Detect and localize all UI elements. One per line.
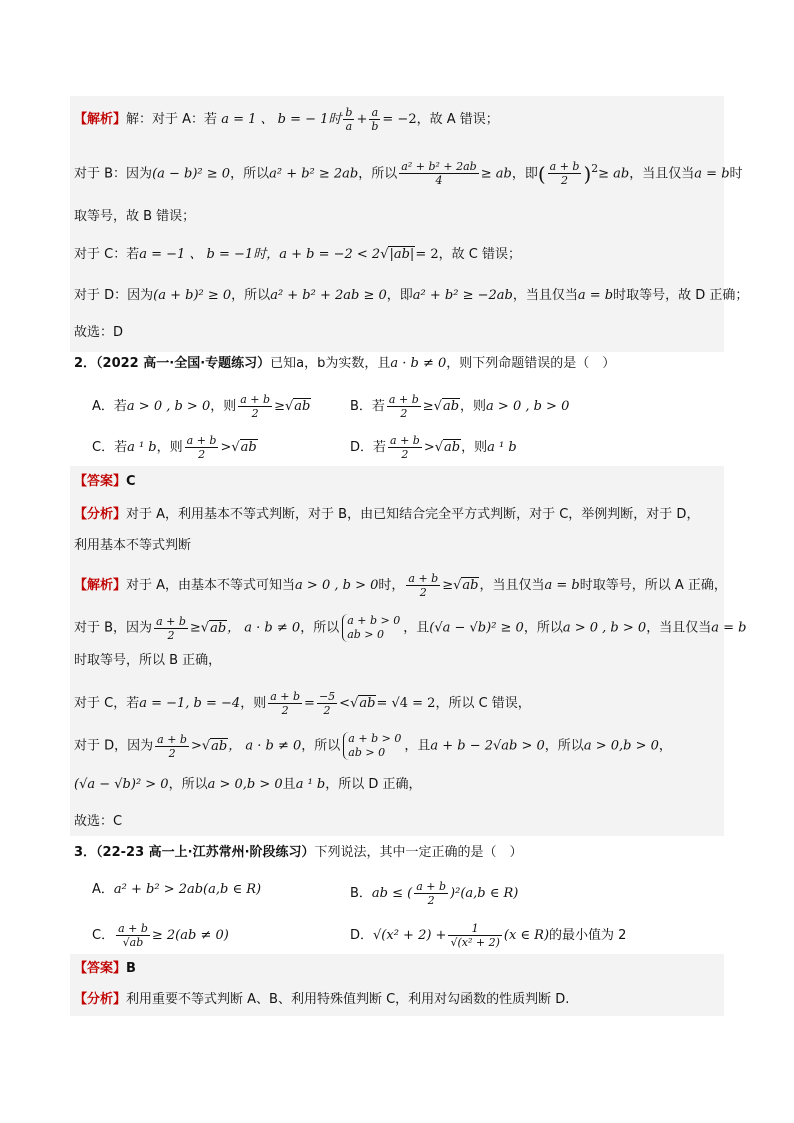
q3-option-d: D．√(x² + 2) + $\frac{1}{\text{√(x² + 2)}}$ (x ∈ R)的最小值为 2	[350, 922, 627, 949]
fraction: $\frac{-5}{2}$	[318, 690, 336, 717]
fraction: $\frac{a + b}{2}$	[240, 393, 271, 420]
fraction: $\frac{\text{a² + b² + 2ab}}{4}$	[401, 160, 477, 188]
sol1-line4: 对于 C：若a = −1 、 b = −1时，a + b = −2 < 2√|ab|= 2，故 C 错误；	[74, 247, 521, 262]
fraction: $\frac{a + b}{2}$	[157, 732, 187, 760]
fraction: $\frac{a + b}{2}$	[270, 690, 301, 717]
q2-option-a: A．若a > 0 , b > 0，则 $\frac{a + b}{2}$ ≥√ab	[92, 393, 311, 420]
q3-stem: 3．（22-23 高一上·江苏常州·阶段练习）下列说法，其中一定正确的是（ ）	[74, 845, 523, 860]
sol1-line2: 对于 B：因为(a − b)² ≥ 0，所以a² + b² ≥ 2ab，所以 $\frac{\text{a² + b² + 2ab}}{4}$ ≥ ab，即( $\frac{a + b}{2}$ )$^2$≥ ab，当且仅当a = b时	[74, 160, 743, 188]
fraction: $\frac{b}{a}$	[345, 106, 353, 133]
fraction: $\frac{a + b}{2}$	[390, 434, 420, 461]
q2-jiexi-line7: 故选：C	[74, 814, 123, 829]
q2-jiexi-line5: 对于 D，因为 $\frac{a + b}{2}$ >√ab， a · b ≠ 0，所以 a + b > 0 ab > 0 ，且a + b − 2√ab > 0，所以a > 0,b > 0，	[74, 732, 672, 760]
q2-jiexi-line6: (√a − √b)² > 0，所以a > 0,b > 0且a ¹ b，所以 D 正确，	[74, 777, 422, 792]
sol1-line6: 故选：D	[74, 325, 124, 340]
q2-option-c: C．若a ¹ b，则 $\frac{a + b}{2}$ >√ab	[92, 434, 257, 461]
jiexi-label: 【解析】	[74, 112, 127, 127]
q3-option-b: B．ab ≤ ( $\frac{a + b}{2}$ )²(a,b ∈ R)	[350, 880, 519, 907]
q3-fenxi: 【分析】利用重要不等式判断 A、B、利用特殊值判断 C，利用对勾函数的性质判断 D.	[74, 992, 570, 1007]
q3-option-a: A．a² + b² > 2ab(a,b ∈ R)	[92, 882, 262, 897]
brace-system: a + b > 0 ab > 0	[342, 614, 400, 642]
q2-jiexi-line3: 时取等号，所以 B 正确，	[74, 653, 222, 668]
fraction: $\frac{a + b}{2}$	[416, 880, 447, 907]
fraction: $\frac{a + b}{2}$	[408, 572, 439, 599]
fraction: $\frac{a}{b}$	[371, 106, 379, 133]
q2-fenxi-line2: 利用基本不等式判断	[74, 538, 192, 553]
q2-answer: 【答案】C	[74, 474, 136, 489]
sol1-line5: 对于 D：因为(a + b)² ≥ 0，所以a² + b² + 2ab ≥ 0，即a² + b² ≥ −2ab，当且仅当a = b时取等号，故 D 正确；	[74, 288, 749, 303]
q3-option-c: C． $\frac{a + b}{√ab}$ ≥ 2(ab ≠ 0)	[92, 922, 229, 949]
q2-option-d: D．若 $\frac{a + b}{2}$ >√ab，则a ¹ b	[350, 434, 517, 461]
q2-jiexi-line1: 【解析】对于 A，由基本不等式可知当a > 0 , b > 0时， $\frac{a + b}{2}$ ≥√ab，当且仅当a = b时取等号，所以 A 正确，	[74, 572, 727, 599]
q3-answer: 【答案】B	[74, 961, 136, 976]
fraction: $\frac{a + b}{√ab}$	[118, 922, 148, 949]
brace-system: a + b > 0 ab > 0	[343, 732, 401, 760]
fraction: $\frac{a + b}{2}$	[549, 160, 580, 188]
q2-fenxi-line1: 【分析】对于 A，利用基本不等式判断，对于 B，由已知结合完全平方式判断，对于 C，举例判断，对于 D，	[74, 507, 700, 522]
fraction: $\frac{a + b}{2}$	[186, 434, 217, 461]
sol1-line3: 取等号，故 B 错误；	[74, 209, 196, 224]
q2-jiexi-line4: 对于 C，若a = −1, b = −4，则 $\frac{a + b}{2}$ = $\frac{-5}{2}$ <√ab= √4 = 2，所以 C 错误，	[74, 690, 531, 717]
q2-stem: 2．（2022 高一·全国·专题练习）已知a，b为实数，且a · b ≠ 0，则下列命题错误的是（ ）	[74, 356, 616, 371]
fraction: $\frac{a + b}{2}$	[388, 393, 419, 420]
q2-option-b: B．若 $\frac{a + b}{2}$ ≥√ab，则a > 0 , b > 0	[350, 393, 570, 420]
fraction: $\frac{1}{\text{√(x² + 2)}}$	[450, 922, 500, 949]
sol1-line1: 【解析】解：对于 A：若 a = 1 、 b = − 1时 $\frac{b}{a}$ + $\frac{a}{b}$ = −2，故 A 错误；	[74, 106, 499, 133]
q2-jiexi-line2: 对于 B，因为 $\frac{a + b}{2}$ ≥√ab， a · b ≠ 0，所以 a + b > 0 ab > 0 ，且(√a − √b)² ≥ 0，所以a > 0 , b > 0，当且仅当a = b	[74, 614, 747, 642]
fraction: $\frac{a + b}{2}$	[156, 614, 186, 642]
